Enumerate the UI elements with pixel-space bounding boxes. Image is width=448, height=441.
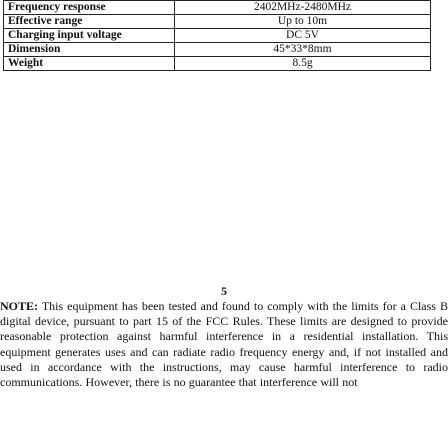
spec-label: Effective range xyxy=(4,15,175,29)
spec-label: Weight xyxy=(4,57,175,71)
spec-value: 8.5g xyxy=(175,57,431,71)
note-text: This equipment has been tested and found to comply with the limits for a Class B digital device, pursuant to part 15 of the FCC Rules. These limits are designed to provide reasonable protection against harmful interference in a residential installation. This equipment generates uses and can radiate radio frequency energy and, if not installed and used in accordance with the instructions, may cause harmful interference to radio communications. However, there is no guarantee that interference will not xyxy=(0,299,448,390)
fcc-note-paragraph xyxy=(0,299,448,390)
table-row xyxy=(4,43,431,57)
table-row xyxy=(4,1,431,15)
spec-value: DC 5V xyxy=(175,29,431,43)
specifications-table xyxy=(3,0,431,71)
page-number: 5 xyxy=(221,284,227,298)
spec-value: Up to 10m xyxy=(175,15,431,29)
table-row xyxy=(4,57,431,71)
spec-value: 2402MHz-2480MHz xyxy=(175,1,431,15)
note-label: NOTE: xyxy=(0,299,39,313)
spec-value: 45*33*8mm xyxy=(175,43,431,57)
table-row xyxy=(4,29,431,43)
spec-label: Charging input voltage xyxy=(4,29,175,43)
spec-label: Dimension xyxy=(4,43,175,57)
spec-label: Frequency response xyxy=(4,1,175,15)
table-row xyxy=(4,15,431,29)
